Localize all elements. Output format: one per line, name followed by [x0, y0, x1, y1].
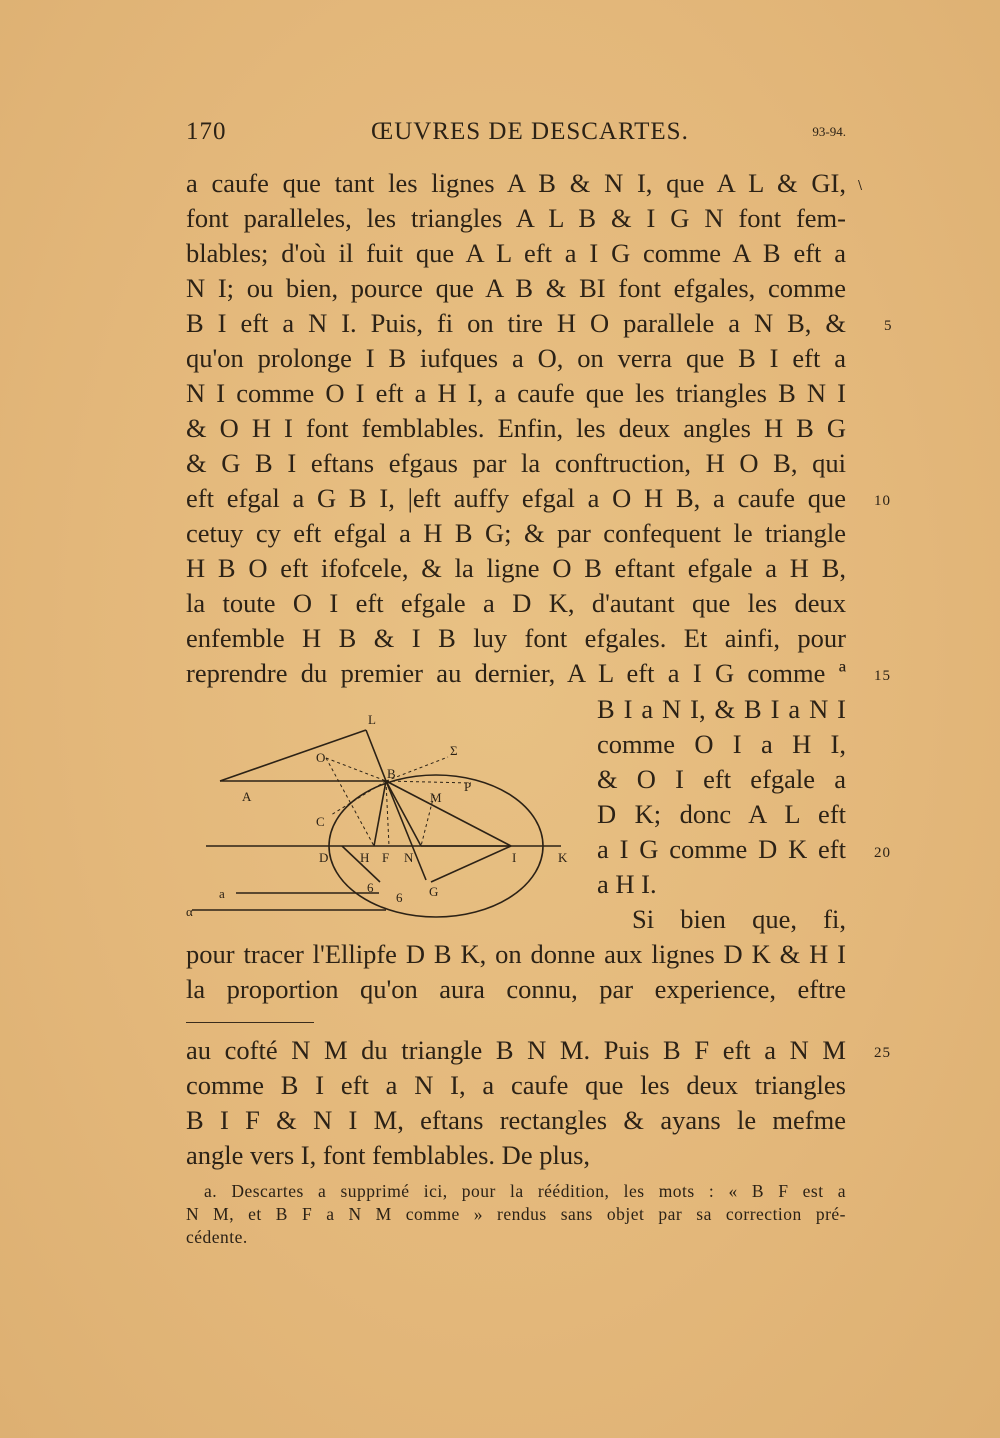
- body-line: a caufe que tant les lignes A B & N I, que A L & GI,: [186, 168, 846, 198]
- running-head: [186, 118, 846, 158]
- label-alpha: α: [186, 904, 193, 919]
- body-line-narrow: D K; donc A L eft: [597, 799, 846, 829]
- line-ig: [431, 846, 511, 882]
- body-line: pour tracer l'Ellipfe D B K, on donne aux lignes D K & H I: [186, 939, 846, 969]
- footnote-line: cédente.: [186, 1227, 248, 1247]
- label-L: L: [368, 712, 376, 727]
- body-line: N I; ou bien, pource que A B & BI font efgales, comme: [186, 273, 846, 303]
- line-lb: [366, 730, 386, 781]
- body-line: au cofté N M du triangle B N M. Puis B F eft a N M: [186, 1035, 846, 1065]
- body-line: B I F & N I M, eftans rectangles & ayans le mefme: [186, 1105, 846, 1135]
- line-al: [220, 730, 366, 781]
- label-M: M: [430, 790, 442, 805]
- body-line: eft efgal a G B I, |eft auffy efgal a O H B, a caufe que: [186, 483, 846, 513]
- body-line: reprendre du premier au dernier, A L eft a I G comme ª: [186, 658, 846, 688]
- line-ob: [326, 758, 386, 781]
- line-bh: [374, 781, 386, 846]
- footnote-line: N M, et B F a N M comme » rendus sans objet par sa correction pré-: [186, 1204, 846, 1224]
- label-H: H: [360, 850, 370, 865]
- body-line: cetuy cy eft efgal a H B G; & par confequent le triangle: [186, 518, 846, 548]
- label-B: B: [387, 766, 396, 781]
- paragraph-start-line: Si bien que, fi,: [632, 904, 846, 934]
- line-bg: [386, 781, 426, 880]
- label-F: F: [382, 850, 390, 865]
- line-ho: [326, 758, 374, 846]
- body-line: la proportion qu'on aura connu, par experience, eftre: [186, 974, 846, 1004]
- label-6-upper: 6: [367, 880, 374, 895]
- line-number: 5: [884, 318, 893, 334]
- label-6-lower: 6: [396, 890, 403, 905]
- line-number: 20: [874, 845, 891, 861]
- line-number: 25: [874, 1045, 891, 1061]
- line-number: 15: [874, 668, 891, 684]
- body-line: qu'on prolonge I B iufques a O, on verra que B I eft a: [186, 343, 846, 373]
- body-line: font paralleles, les triangles A L B & I G N font fem-: [186, 203, 846, 233]
- body-line: & G B I eftans efgaus par la conftruction, H O B, qui: [186, 448, 846, 478]
- line-bp: [386, 781, 471, 783]
- body-line: & O H I font femblables. Enfin, les deux angles H B G: [186, 413, 846, 443]
- body-line: angle vers I, font femblables. De plus,: [186, 1140, 591, 1170]
- label-G: G: [429, 884, 439, 899]
- body-line: B I eft a N I. Puis, fi on tire H O parallele a N B, &: [186, 308, 846, 338]
- geometry-figure: [186, 710, 581, 925]
- label-C: C: [316, 814, 325, 829]
- label-D: D: [319, 850, 329, 865]
- label-I: I: [512, 850, 517, 865]
- running-title: ŒUVRES DE DESCARTES.: [371, 118, 689, 145]
- body-line: N I comme O I eft a H I, a caufe que les triangles B N I: [186, 378, 846, 408]
- body-line-narrow: & O I eft efgale a: [597, 764, 846, 794]
- line-bi: [386, 781, 511, 846]
- section-rule: [186, 1022, 314, 1023]
- body-line: comme B I eft a N I, a caufe que les deux triangles: [186, 1070, 846, 1100]
- body-line-narrow: a H I.: [597, 869, 657, 899]
- line-number: 10: [874, 493, 891, 509]
- page-number: 170: [186, 118, 227, 145]
- label-P: P: [464, 779, 472, 794]
- body-line: blables; d'où il fuit que A L eft a I G comme A B eft a: [186, 238, 846, 268]
- line-bf: [386, 781, 389, 846]
- label-A: A: [242, 789, 252, 804]
- footnote-line: a. Descartes a supprimé ici, pour la réédition, les mots : « B F est a: [204, 1181, 846, 1201]
- body-line: enfemble H B & I B luy font efgales. Et ainfi, pour: [186, 623, 846, 653]
- body-line: H B O eft ifofcele, & la ligne O B eftant efgale a H B,: [186, 553, 846, 583]
- label-N: N: [404, 850, 414, 865]
- body-line-narrow: a I G comme D K eft: [597, 834, 846, 864]
- label-a: a: [219, 886, 225, 901]
- label-sigma: Σ: [450, 743, 458, 758]
- label-K: K: [558, 850, 568, 865]
- ellipse-diagram: [186, 710, 581, 925]
- margin-mark: \: [858, 178, 863, 192]
- original-page-range: 93-94.: [812, 124, 846, 139]
- body-line-narrow: B I a N I, & B I a N I: [597, 694, 846, 724]
- body-line-narrow: comme O I a H I,: [597, 729, 846, 759]
- body-line: la toute O I eft efgale a D K, d'autant que les deux: [186, 588, 846, 618]
- label-O: O: [316, 750, 326, 765]
